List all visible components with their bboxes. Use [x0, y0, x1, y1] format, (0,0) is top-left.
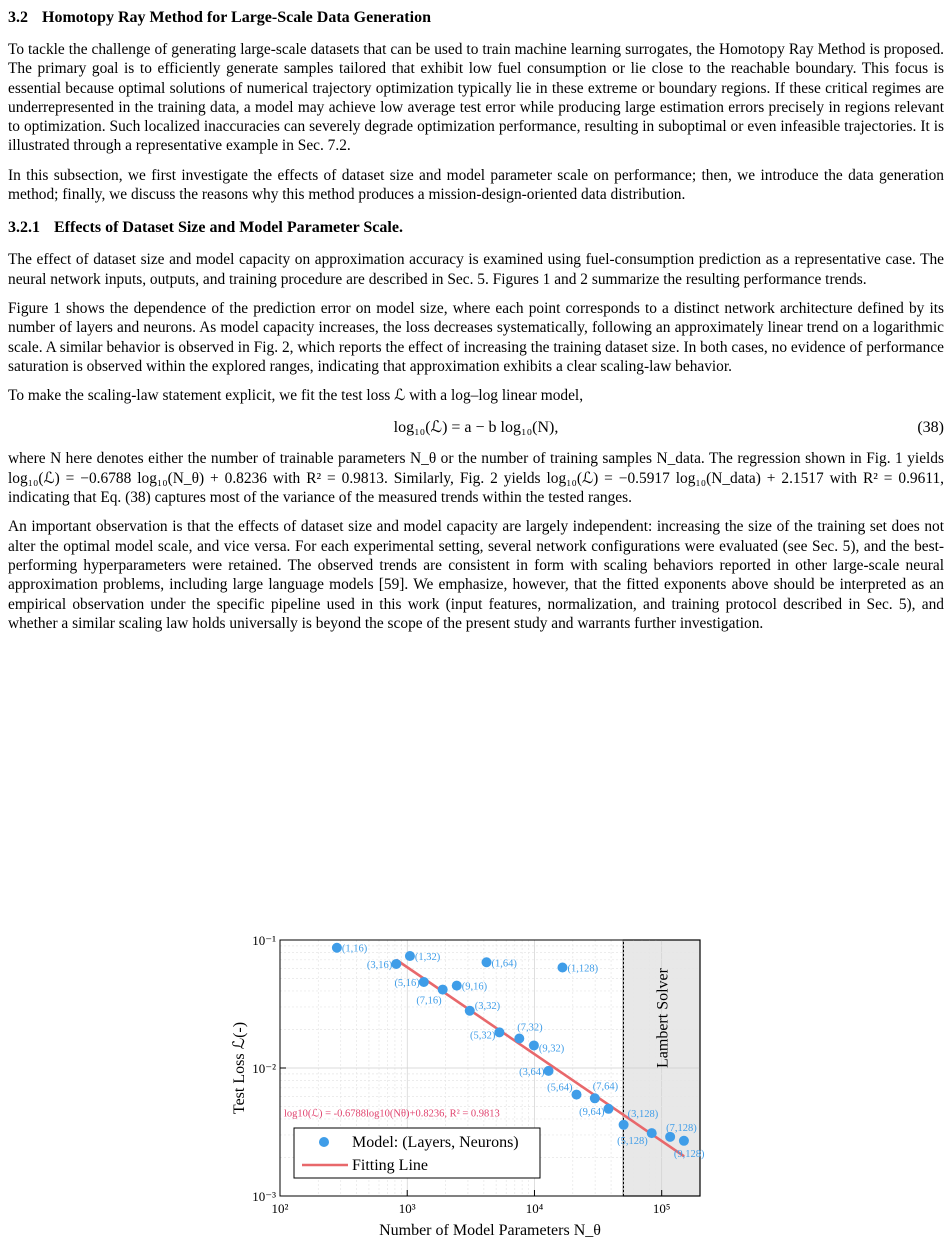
data-point-label: (3,64) — [519, 1066, 545, 1078]
x-axis-label: Number of Model Parameters N_θ — [379, 1222, 601, 1239]
data-point-label: (1,16) — [341, 943, 368, 955]
section-title: Homotopy Ray Method for Large-Scale Data Generation — [42, 9, 431, 26]
legend-marker-points — [319, 1137, 329, 1147]
data-point-label: (1,32) — [414, 951, 441, 963]
legend-label-points: Model: (Layers, Neurons) — [352, 1134, 519, 1151]
x-tick-label: 10⁴ — [525, 1201, 544, 1216]
data-point — [514, 1034, 524, 1044]
data-point — [590, 1093, 600, 1103]
page — [8, 0, 944, 643]
data-point — [452, 981, 462, 991]
paragraph-sub-3: To make the scaling-law statement explicit, we fit the test loss ℒ with a log–log linear model, — [8, 387, 584, 405]
x-tick-label: 10² — [271, 1201, 289, 1216]
data-point — [557, 962, 567, 972]
data-point — [529, 1040, 539, 1050]
paragraph-sub-1: The effect of dataset size and model capacity on approximation accuracy is examined using fuel-consumption prediction as a representative case. The neural network inputs, outputs, and training procedure are described in Sec. 5. Figures 1 and 2 summarize the resulting performance trends. — [8, 251, 944, 288]
data-point — [465, 1006, 475, 1016]
data-point — [482, 957, 492, 967]
data-point-label: (7,32) — [517, 1022, 543, 1034]
paragraph-after-1: where N here denotes either the number of trainable parameters N_θ or the number of training samples N_data. The regression shown in Fig. 1 yields log₁₀(ℒ) = −0.6788 log₁₀(N_θ) + 0.8236 with R² = 0.9813. Similarly, Fig. 2 yields log₁₀(ℒ) = −0.5917 log₁₀(N_data) + 2.1517 with R² = 0.9611, indicating that Eq. (38) captures most of the variance of the measured trends within the tested ranges. — [8, 450, 944, 507]
fit-equation-label: log10(ℒ) = -0.6788log10(Nθ)+0.8236, R² = 0.9813 — [284, 1108, 500, 1120]
subsection-title: Effects of Dataset Size and Model Parameter Scale. — [54, 219, 403, 237]
paragraph-intro-1: To tackle the challenge of generating large-scale datasets that can be used to train machine learning surrogates, the Homotopy Ray Method is proposed. The primary goal is to efficiently generate samples tailored that exhibit low fuel consumption or lie close to the reachable boundary. This focus is essential because optimal solutions of numerical trajectory optimization typically lie in these extreme or boundary regions. If these critical regimes are underrepresented in the training data, a model may achieve low average test error while producing large estimation errors precisely in regions relevant to optimization. Such localized inaccuracies can severely degrade optimization performance, resulting in suboptimal or even infeasible trajectories. It is illustrated through a representative example in Sec. 7.2. — [8, 41, 944, 155]
data-point-label: (5,128) — [617, 1136, 648, 1148]
y-tick-label: 10⁻³ — [252, 1189, 276, 1204]
data-point-label: (3,32) — [474, 1000, 501, 1012]
data-point — [494, 1027, 504, 1037]
data-point — [619, 1120, 629, 1130]
section-number: 3.2 — [8, 9, 28, 26]
data-point — [332, 943, 342, 953]
paragraph-sub-2: Figure 1 shows the dependence of the prediction error on model size, where each point corresponds to a distinct network architecture defined by its number of layers and neurons. As model capacity increases, the loss decreases systematically, following an approximately linear trend on a logarithmic scale. A similar behavior is observed in Fig. 2, which reports the effect of increasing the training dataset size. In both cases, no evidence of performance saturation is observed within the explored ranges, indicating that approximation exhibits a clear scaling-law behavior. — [8, 299, 944, 375]
y-axis-label: Test Loss ℒ(-) — [231, 1021, 248, 1115]
data-point-label: (7,64) — [592, 1081, 619, 1093]
data-point — [419, 977, 429, 987]
figure-scaling-law — [218, 920, 718, 1253]
x-tick-label: 10⁵ — [652, 1201, 671, 1216]
data-point-label: (9,32) — [538, 1043, 565, 1055]
data-point — [544, 1066, 554, 1076]
data-point-label: (9,16) — [461, 981, 488, 993]
legend-label-fit: Fitting Line — [352, 1157, 428, 1174]
data-point — [604, 1104, 614, 1114]
data-point — [391, 959, 401, 969]
x-tick-label: 10³ — [398, 1201, 416, 1216]
data-point-label: (1,128) — [567, 963, 599, 975]
data-point — [438, 985, 448, 995]
paragraph-intro-2: In this subsection, we first investigate the effects of dataset size and model parameter scale on performance; then, we introduce the data generation method; finally, we discuss the reasons why this method produces a mission-design-oriented data distribution. — [8, 166, 944, 204]
section-heading — [8, 8, 944, 28]
data-point-label: (7,16) — [416, 995, 442, 1007]
equation-body: log₁₀(ℒ) = a − b log₁₀(N), — [393, 419, 559, 437]
y-tick-label: 10⁻¹ — [252, 933, 276, 948]
data-point — [679, 1136, 689, 1146]
data-point-label: (7,128) — [666, 1122, 697, 1134]
data-point — [572, 1090, 582, 1100]
equation-number: (38) — [917, 419, 944, 437]
data-point-label: (1,64) — [491, 958, 517, 970]
scaling-law-chart — [218, 920, 718, 1253]
data-point-label: (9,64) — [579, 1106, 605, 1118]
y-tick-label: 10⁻² — [252, 1061, 276, 1076]
subsection-heading — [8, 218, 944, 238]
data-point — [405, 951, 415, 961]
data-point-label: (5,16) — [394, 977, 420, 989]
data-point-label: (9,128) — [673, 1148, 705, 1160]
lambert-solver-label: Lambert Solver — [654, 968, 672, 1068]
data-point-label: (5,32) — [470, 1030, 496, 1042]
equation-38 — [8, 415, 944, 441]
subsection-number: 3.2.1 — [8, 219, 40, 237]
data-point-label: (3,128) — [627, 1108, 659, 1120]
paragraph-after-2: An important observation is that the effects of dataset size and model capacity are largely independent: increasing the size of the training set does not alter the optimal model scale, and vice versa. For each experimental setting, several network configurations were evaluated (see Sec. 5), and the best-performing hyperparameters were retained. The observed trends are consistent in form with scaling behaviors reported in other large-scale neural approximation problems, including large language models [59]. We emphasize, however, that the fitted exponents above should be interpreted as an empirical observation under the specific pipeline used in this work (input features, normalization, and training protocol described in Sec. 5), and whether a similar scaling law holds universally is beyond the scope of the present study and warrants further investigation. — [8, 518, 944, 632]
data-point-label: (5,64) — [547, 1082, 573, 1094]
data-point — [647, 1128, 657, 1138]
data-point-label: (3,16) — [366, 959, 393, 971]
